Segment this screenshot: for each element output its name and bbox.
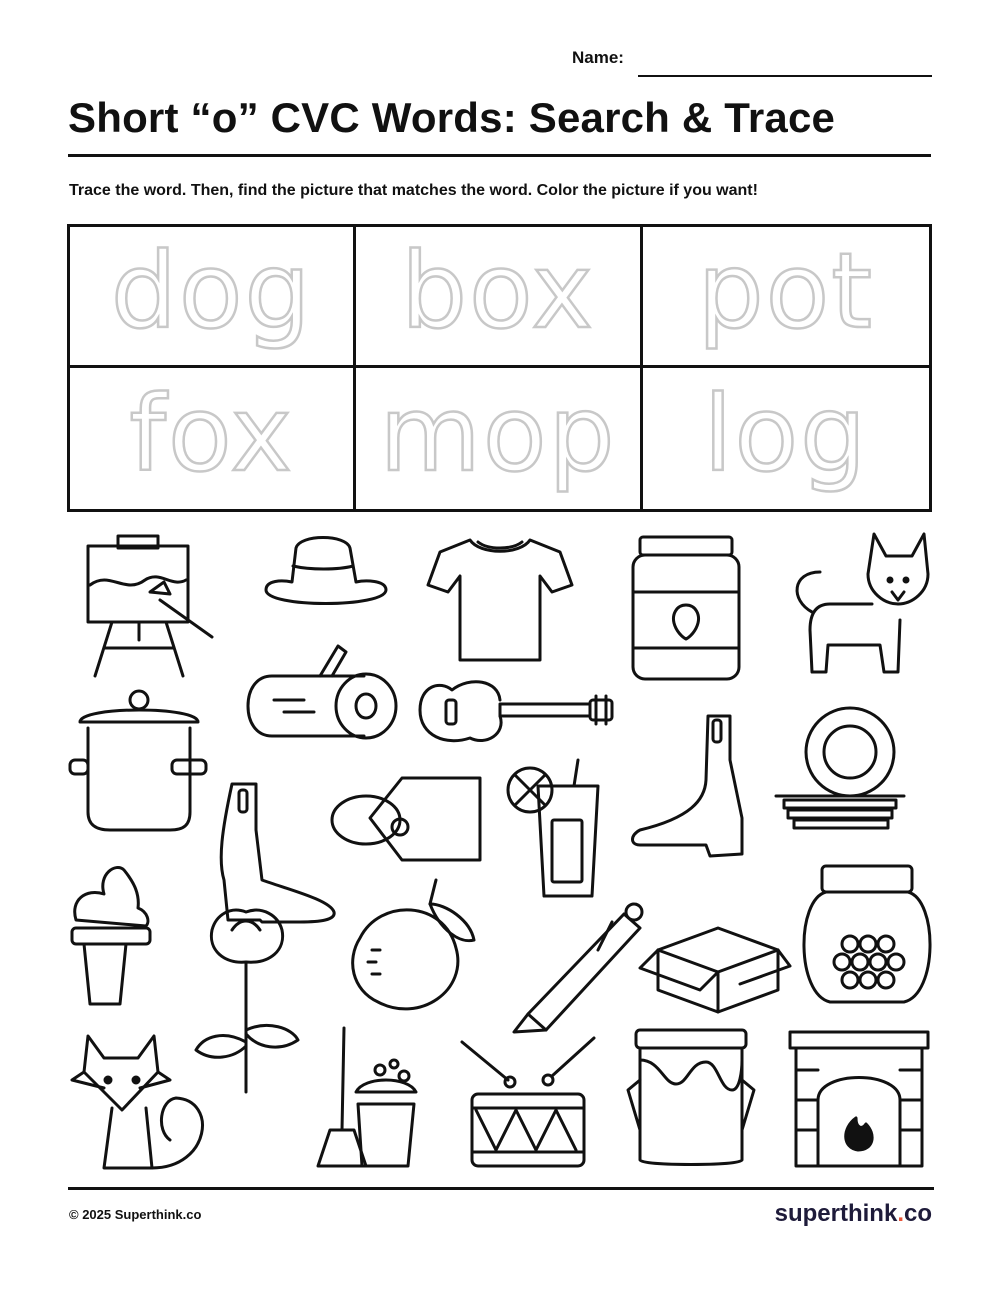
lemon-icon[interactable] <box>353 880 474 1009</box>
mop-icon[interactable] <box>318 1028 416 1166</box>
brand-name: superthink <box>774 1200 898 1227</box>
drum-icon[interactable] <box>462 1038 594 1166</box>
name-label: Name: <box>572 48 624 67</box>
guitar-icon[interactable] <box>420 682 612 741</box>
copyright: © 2025 Superthink.co <box>69 1207 202 1222</box>
trace-cell[interactable] <box>356 368 642 509</box>
shirt-icon[interactable] <box>428 540 572 660</box>
brand-logo <box>775 1200 932 1228</box>
footer-divider <box>68 1187 934 1190</box>
ice-cream-icon[interactable] <box>72 867 150 1004</box>
trace-cell[interactable] <box>643 368 929 509</box>
trace-word: mop <box>379 372 617 495</box>
brand-tld: co <box>903 1200 932 1227</box>
trace-cell[interactable] <box>643 227 929 368</box>
pen-icon[interactable] <box>514 904 642 1032</box>
trace-word-grid <box>67 224 932 512</box>
dishes-icon[interactable] <box>776 708 904 828</box>
trace-word: fox <box>129 372 294 495</box>
tag-icon[interactable] <box>332 778 480 860</box>
title-divider <box>68 154 931 157</box>
fox-icon[interactable] <box>72 1036 202 1168</box>
trace-cell[interactable] <box>70 368 356 509</box>
instructions: Trace the word. Then, find the picture that matches the word. Color the picture if you want! <box>69 182 758 199</box>
fireplace-icon[interactable] <box>790 1032 928 1166</box>
name-input-line[interactable] <box>638 75 932 77</box>
box-icon[interactable] <box>640 928 790 1012</box>
page-title: Short “o” CVC Words: Search & Trace <box>68 94 836 141</box>
gumball-jar-icon[interactable] <box>804 866 930 1002</box>
easel-icon[interactable] <box>88 536 212 676</box>
brand-dot: . <box>897 1200 904 1227</box>
paint-can-icon[interactable] <box>628 1030 754 1165</box>
trace-word: log <box>703 372 869 495</box>
trace-word: pot <box>697 230 875 352</box>
drink-icon[interactable] <box>508 760 598 896</box>
log-icon[interactable] <box>248 646 396 738</box>
dog-icon[interactable] <box>797 534 928 672</box>
picture-search-area <box>0 520 1000 1180</box>
trace-cell[interactable] <box>356 227 642 368</box>
pot-icon[interactable] <box>70 691 206 830</box>
rose-icon[interactable] <box>196 910 298 1092</box>
jam-jar-icon[interactable] <box>633 537 739 679</box>
trace-word: box <box>400 230 595 352</box>
trace-word: dog <box>110 230 313 352</box>
boot-icon[interactable] <box>221 784 334 922</box>
hat-icon[interactable] <box>266 538 386 604</box>
trace-cell[interactable] <box>70 227 356 368</box>
boot-icon[interactable] <box>633 716 743 856</box>
